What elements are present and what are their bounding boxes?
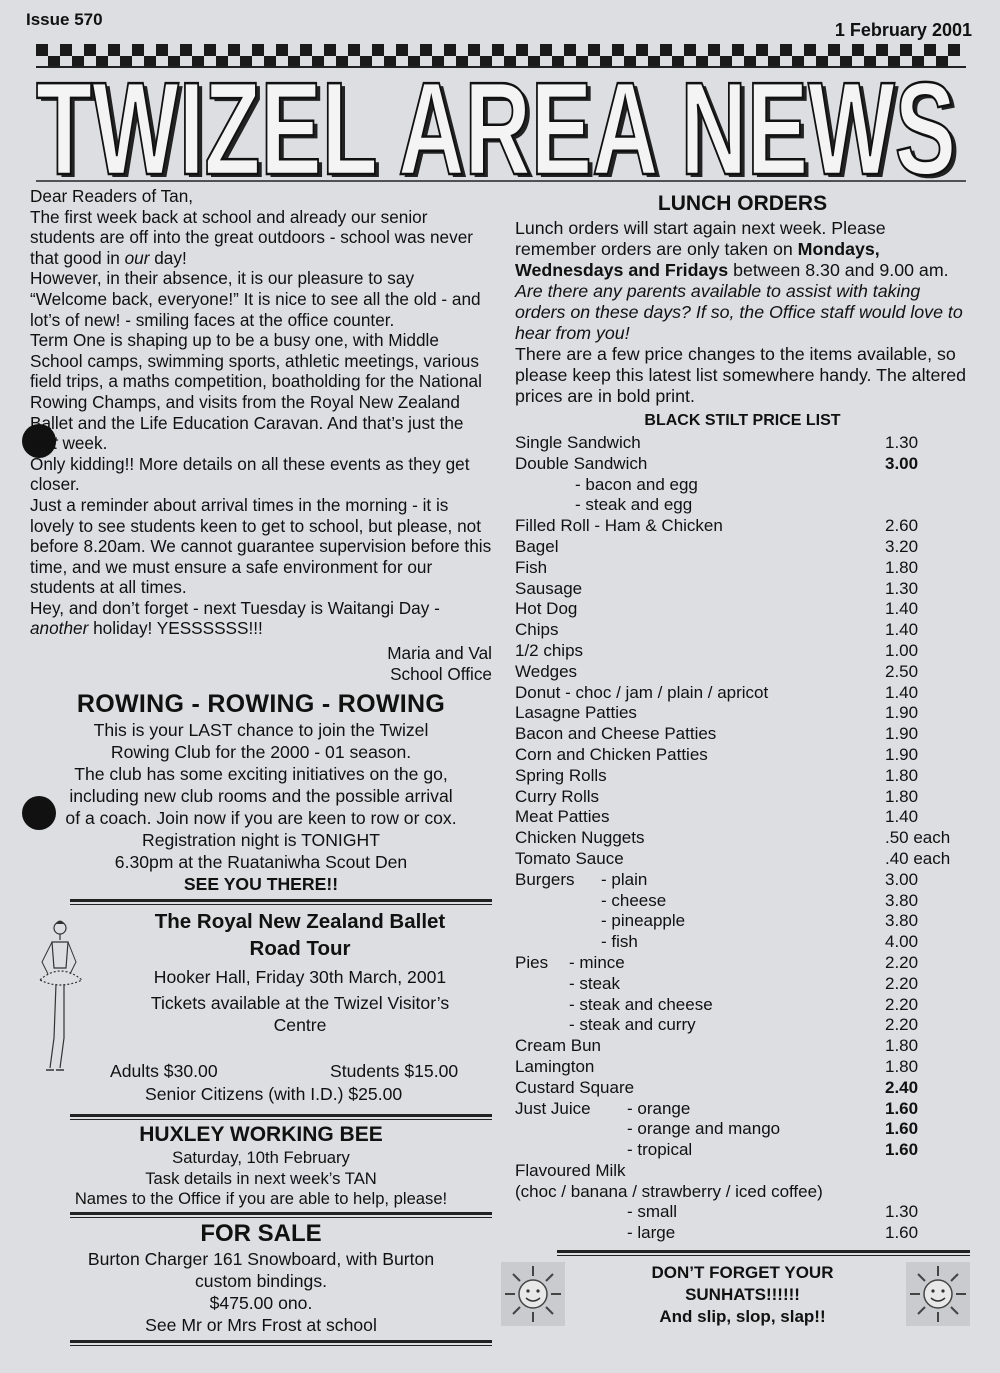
right-column bbox=[515, 192, 970, 1330]
price-row bbox=[515, 807, 970, 828]
huxley-body: Saturday, 10th February Task details in next week’s TAN Names to the Office if you are able to help, please! bbox=[74, 1148, 448, 1209]
item-name: Corn and Chicken Patties bbox=[515, 744, 708, 764]
lunch-paragraph: Lunch orders will start again next week. Please remember orders are only taken on Mondays, Wednesdays and Fridays between 8.30 and 9.00 am. Are there any parents available to assist with taking orders on these days? If so, the Office staff would love to hear from you! bbox=[515, 218, 963, 343]
item-name: Bagel bbox=[515, 536, 559, 556]
price-row bbox=[515, 1119, 970, 1140]
item-price: 1.30 bbox=[885, 433, 919, 452]
ballet-senior-price: Senior Citizens (with I.D.) $25.00 bbox=[145, 1084, 403, 1105]
item-price: 3.80 bbox=[885, 890, 919, 910]
item-price: 1.60 bbox=[885, 1119, 919, 1139]
price-row bbox=[515, 1161, 970, 1182]
item-variant: - mince bbox=[569, 952, 625, 972]
item-name: Tomato Sauce bbox=[515, 848, 624, 868]
price-row bbox=[515, 911, 970, 932]
item-price: 1.00 bbox=[885, 640, 919, 660]
item-name: Lamington bbox=[515, 1056, 595, 1076]
forsale-body: Burton Charger 161 Snowboard, with Burton custom bindings. $475.00 ono. See Mr or Mrs Frost at school bbox=[87, 1248, 435, 1335]
price-row bbox=[515, 703, 970, 724]
item-name: Single Sandwich bbox=[515, 433, 641, 452]
item-price: 3.80 bbox=[885, 911, 919, 931]
price-row bbox=[515, 1223, 970, 1244]
item-name: (choc / banana / strawberry / iced coffee) bbox=[515, 1181, 823, 1201]
ballet-section bbox=[30, 908, 492, 1120]
item-variant: - steak and cheese bbox=[569, 994, 713, 1014]
item-price: 1.40 bbox=[885, 682, 919, 702]
price-row bbox=[515, 953, 970, 974]
price-row bbox=[515, 1099, 970, 1120]
masthead bbox=[26, 36, 976, 186]
masthead-shadow: TWIZEL AREA NEWS bbox=[40, 58, 960, 186]
item-price: 3.20 bbox=[885, 536, 919, 556]
ballet-adult-price: Adults $30.00 bbox=[110, 1061, 218, 1082]
item-price: 1.60 bbox=[885, 1223, 919, 1243]
item-name: 1/2 chips bbox=[515, 640, 584, 660]
price-row bbox=[515, 620, 970, 641]
price-row bbox=[515, 766, 970, 787]
price-row bbox=[515, 1057, 970, 1078]
item-name: Lasagne Patties bbox=[515, 703, 637, 723]
price-row bbox=[515, 1140, 970, 1161]
item-name: Just Juice bbox=[515, 1098, 591, 1118]
sunhats-reminder bbox=[515, 1260, 970, 1330]
price-row bbox=[515, 537, 970, 558]
sun-icon bbox=[906, 1262, 970, 1326]
item-price: 4.00 bbox=[885, 932, 919, 952]
item-name: Curry Rolls bbox=[515, 786, 600, 806]
section-divider bbox=[70, 899, 492, 905]
price-row bbox=[515, 1015, 970, 1036]
item-price: 1.80 bbox=[885, 786, 919, 806]
letter-paragraph: Only kidding!! More details on all these events as they get closer. bbox=[30, 453, 470, 495]
item-price: 1.30 bbox=[885, 578, 919, 598]
masthead-title: TWIZEL AREA NEWS bbox=[36, 55, 956, 186]
price-list-title: BLACK STILT PRICE LIST bbox=[644, 412, 841, 429]
sun-icon bbox=[501, 1262, 565, 1326]
letter-paragraph: However, in their absence, it is our pleasure to say “Welcome back, everyone!” It is nice to see all the old - and lot’s of new! - smiling faces at the office counter. bbox=[30, 268, 481, 330]
price-row bbox=[515, 558, 970, 579]
item-name: Chicken Nuggets bbox=[515, 828, 645, 848]
item-name: - bacon and egg bbox=[575, 474, 698, 494]
letter-paragraph: Term One is shaping up to be a busy one, with Middle School camps, swimming sports, athletic meetings, various field trips, a maths competition, boatholding for the National Rowing Champs, and visits from the Royal New Zealand Ballet and the Life Education Caravan. And that’s just the first week. bbox=[30, 330, 482, 454]
letter-paragraph: Hey, and don’t forget - next Tuesday is Waitangi Day - another holiday! YESSSSSS!!! bbox=[30, 597, 440, 639]
item-name: - steak and egg bbox=[575, 495, 693, 515]
rowing-body: This is your LAST chance to join the Twizel Rowing Club for the 2000 - 01 season. The club has some exciting initiatives on the go, including new club rooms and the possible arrival of a coach. Join now if you are keen to row or cox. Registration night is TONIGHT 6.30pm at the Ruataniwha Scout Den SEE YOU THERE!! bbox=[65, 720, 457, 895]
letter-signature-office: School Office bbox=[390, 663, 492, 684]
item-variant: - steak bbox=[569, 973, 621, 993]
item-price: 3.00 bbox=[885, 869, 919, 889]
item-name: Flavoured Milk bbox=[515, 1160, 626, 1180]
sunhats-text: DON’T FORGET YOUR SUNHATS!!!!!! And slip, slop, slap!! bbox=[651, 1263, 834, 1327]
lunch-paragraph: There are a few price changes to the items available, so please keep this latest list somewhere handy. The altered prices are in bold print. bbox=[515, 344, 967, 406]
item-price: 1.80 bbox=[885, 557, 919, 577]
price-row bbox=[515, 599, 970, 620]
item-name: Donut - choc / jam / plain / apricot bbox=[515, 682, 769, 702]
item-name: Pies bbox=[515, 952, 549, 972]
price-row bbox=[515, 433, 970, 454]
letter-paragraph: The first week back at school and already our senior students are off into the great outdoors - school was never that good in our day! bbox=[30, 206, 473, 268]
item-price: 2.20 bbox=[885, 973, 919, 993]
item-price: 2.60 bbox=[885, 516, 919, 536]
item-variant: - small bbox=[627, 1202, 678, 1222]
item-price: 1.80 bbox=[885, 1036, 919, 1056]
item-price: 1.40 bbox=[885, 620, 919, 640]
item-price: 2.40 bbox=[885, 1077, 919, 1097]
ballerina-illustration bbox=[30, 918, 86, 1078]
item-price: 3.00 bbox=[885, 453, 919, 473]
price-row bbox=[515, 974, 970, 995]
price-row bbox=[515, 579, 970, 600]
price-row bbox=[515, 787, 970, 808]
item-price: 2.50 bbox=[885, 661, 919, 681]
item-variant: - steak and curry bbox=[569, 1015, 696, 1035]
forsale-heading: FOR SALE bbox=[200, 1219, 322, 1247]
price-row bbox=[515, 683, 970, 704]
price-row bbox=[515, 828, 970, 849]
price-row bbox=[515, 995, 970, 1016]
item-name: Fish bbox=[515, 557, 548, 577]
item-variant: - fish bbox=[601, 932, 638, 952]
section-divider bbox=[70, 1340, 492, 1346]
left-column bbox=[30, 186, 492, 1346]
ballet-details: The Royal New Zealand Ballet Road Tour Hooker Hall, Friday 30th March, 2001 Tickets available at the Twizel Visitor’s Centre bbox=[150, 910, 450, 1036]
price-row bbox=[515, 475, 970, 496]
item-variant: - cheese bbox=[601, 890, 667, 910]
item-price: 1.60 bbox=[885, 1098, 919, 1118]
letter-paragraph: Just a reminder about arrival times in the morning - it is lovely to see students keen to get to school, but please, not before 8.20am. We cannot guarantee supervision before this time, and we must ensure a safe environment for our students at all times. bbox=[30, 494, 492, 598]
price-row bbox=[515, 662, 970, 683]
item-name: Burgers bbox=[515, 869, 575, 889]
price-row bbox=[515, 495, 970, 516]
price-row bbox=[515, 870, 970, 891]
item-price: 2.20 bbox=[885, 1015, 919, 1035]
item-name: Bacon and Cheese Patties bbox=[515, 724, 717, 744]
price-row bbox=[515, 516, 970, 537]
price-row bbox=[515, 454, 970, 475]
item-variant: - large bbox=[627, 1223, 676, 1243]
price-row bbox=[515, 1202, 970, 1223]
price-row bbox=[515, 724, 970, 745]
item-name: Wedges bbox=[515, 661, 578, 681]
item-price: 1.40 bbox=[885, 599, 919, 619]
item-name: Spring Rolls bbox=[515, 765, 607, 785]
item-name: Cream Bun bbox=[515, 1036, 601, 1056]
item-price: 1.90 bbox=[885, 703, 919, 723]
item-price: 1.60 bbox=[885, 1140, 919, 1160]
item-name: Sausage bbox=[515, 578, 583, 598]
item-price: 1.80 bbox=[885, 1056, 919, 1076]
rowing-heading: ROWING - ROWING - ROWING bbox=[76, 690, 446, 719]
issue-date: 1 February 2001 bbox=[834, 20, 972, 40]
issue-number: Issue 570 bbox=[26, 10, 103, 29]
item-price: 1.90 bbox=[885, 744, 919, 764]
price-row bbox=[515, 1036, 970, 1057]
item-price: 1.80 bbox=[885, 765, 919, 785]
item-name: Double Sandwich bbox=[515, 453, 648, 473]
item-price: .40 each bbox=[885, 848, 951, 868]
price-row bbox=[515, 745, 970, 766]
price-list bbox=[515, 433, 970, 1244]
item-variant: - orange and mango bbox=[627, 1119, 781, 1139]
item-variant: - plain bbox=[601, 869, 648, 889]
section-divider bbox=[70, 1212, 492, 1218]
letter-signature: Maria and Val bbox=[387, 643, 492, 664]
item-variant: - pineapple bbox=[601, 911, 686, 931]
price-row bbox=[515, 891, 970, 912]
huxley-heading: HUXLEY WORKING BEE bbox=[139, 1123, 383, 1147]
item-name: Hot Dog bbox=[515, 599, 578, 619]
item-name: Filled Roll - Ham & Chicken bbox=[515, 516, 723, 536]
letter-greeting: Dear Readers of Tan, bbox=[30, 186, 194, 206]
item-price: 1.30 bbox=[885, 1202, 919, 1222]
section-divider bbox=[557, 1250, 970, 1256]
price-row bbox=[515, 932, 970, 953]
item-name: Custard Square bbox=[515, 1077, 635, 1097]
ballet-student-price: Students $15.00 bbox=[330, 1061, 459, 1082]
price-row bbox=[515, 1078, 970, 1099]
price-row bbox=[515, 641, 970, 662]
price-row bbox=[515, 849, 970, 870]
item-variant: - orange bbox=[627, 1098, 691, 1118]
item-price: 2.20 bbox=[885, 952, 919, 972]
item-price: .50 each bbox=[885, 828, 951, 848]
item-price: 2.20 bbox=[885, 994, 919, 1014]
item-price: 1.90 bbox=[885, 724, 919, 744]
lunch-heading: LUNCH ORDERS bbox=[657, 192, 828, 215]
price-row bbox=[515, 1182, 970, 1203]
item-name: Chips bbox=[515, 620, 559, 640]
item-price: 1.40 bbox=[885, 807, 919, 827]
item-variant: - tropical bbox=[627, 1140, 693, 1160]
item-name: Meat Patties bbox=[515, 807, 610, 827]
